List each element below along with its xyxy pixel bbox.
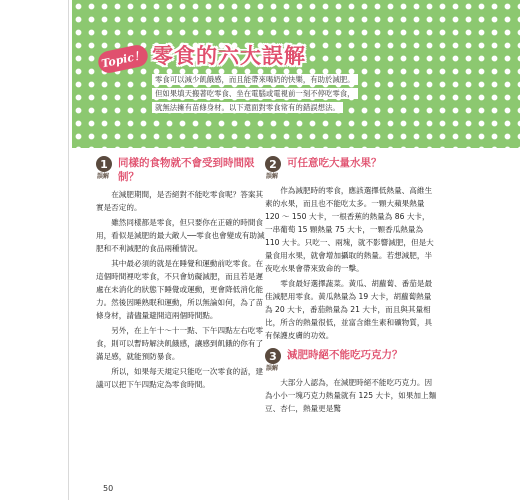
paragraph: 零食最好選擇蔬菜。黃瓜、胡蘿蔔、番茄是最佳減肥用零食。黃瓜熱量為 19 大卡，胡蘿蔔熱量為 20 大卡，番茄熱量為 21 大卡，而且與其量相比，所含的熱量很低，並富含維生素和礦物質，具有保護皮膚的功效。 bbox=[265, 279, 433, 340]
left-column bbox=[96, 156, 268, 393]
section-title: 同樣的食物就不會受到時間限制？ bbox=[118, 157, 255, 183]
question-number-icon bbox=[96, 156, 114, 180]
paragraph: 另外，在上午十～十一點、下午四點左右吃零食，則可以暫時解決飢餓感，讓感到飢餓的你有了滿足感，就能預防暴食。 bbox=[96, 326, 264, 361]
question-number: 3 bbox=[265, 348, 281, 364]
page-number: 50 bbox=[103, 484, 114, 493]
right-column bbox=[265, 156, 437, 417]
misconception-tag: 誤解 bbox=[97, 173, 110, 180]
misconception-tag: 誤解 bbox=[266, 173, 279, 180]
question-number: 2 bbox=[265, 156, 281, 172]
paragraph: 大部分人認為，在減肥時絕不能吃巧克力。因為小小一塊巧克力熱量就有 125 大卡，如果加上麵豆、杏仁，熱量更是驚 bbox=[265, 378, 437, 413]
section-header bbox=[96, 156, 268, 184]
section-title: 可任意吃大量水果？ bbox=[287, 157, 382, 169]
topic-badge: Topic！ bbox=[96, 43, 149, 75]
section-body bbox=[265, 376, 437, 415]
question-number-icon bbox=[265, 156, 283, 180]
section-body bbox=[96, 188, 268, 391]
question-number: 1 bbox=[96, 156, 112, 172]
paragraph: 作為減肥時的零食，應該選擇低熱量、高維生素的水果，而且也不能吃太多。一顆大蘋果熱量 120 ～ 150 大卡，一根香蕉的熱量為 86 大卡，一串葡萄 15 顆熱量 75 大卡，一顆香瓜熱量為 110 大卡。只吃一、兩塊，就不影響減肥，但是大量食用水果，就會增加攝取的熱量。若想減肥，半夜吃水果會帶來致命的一擊。 bbox=[265, 186, 434, 273]
intro-line: 但如果填天搬著吃零食、坐在電腦或電視前一刻不停吃零食， bbox=[152, 88, 358, 99]
misconception-tag: 誤解 bbox=[266, 365, 279, 372]
paragraph: 在減肥期間，是否絕對不能吃零食呢？答案其實是否定的。 bbox=[96, 190, 264, 212]
paragraph: 其中最必須的就是在睡覺和運動前吃零食。在這個時間裡吃零食，不只會妨礙減肥，而且若是遲處在未消化的狀態下睡覺或運動，更會降低消化能力。然後因睡熟眠和運動，所以無論如何，為了苗條身材，請儘量避開這兩個時間點。 bbox=[96, 259, 264, 320]
paragraph: 所以，如果每天規定只能吃一次零食的話，建議可以把下午四點定為零食時間。 bbox=[96, 367, 264, 389]
intro-line: 就無法擁有苗條身材。以下還面對零食常有的錯誤想法。 bbox=[152, 102, 343, 113]
section-header bbox=[265, 156, 437, 180]
intro-block bbox=[152, 74, 402, 116]
section-header bbox=[265, 348, 437, 372]
section-body bbox=[265, 184, 437, 342]
intro-line: 零食可以減少飢餓感，而且能帶來喝奶的快樂，有助於減肥。 bbox=[152, 74, 358, 85]
paragraph: 雖然同樣都是零食，但只要你在正確的時間食用，看似是減肥的最大敵人──零食也會變成有助減肥和不利減肥的食品兩種情況。 bbox=[96, 218, 265, 253]
section-title: 減肥時絕不能吃巧克力？ bbox=[287, 349, 403, 361]
page-title: 零食的六大誤解 bbox=[152, 44, 306, 68]
question-number-icon bbox=[265, 348, 283, 372]
page-edge bbox=[68, 0, 69, 500]
